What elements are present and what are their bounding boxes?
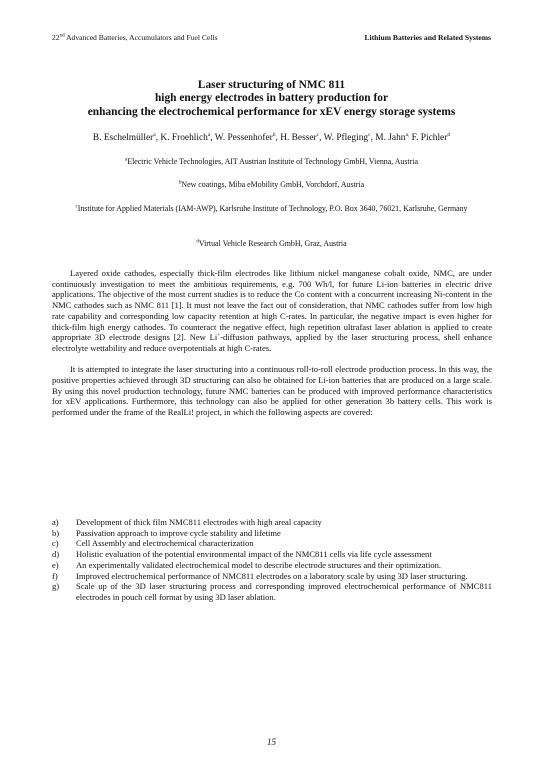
aspects-list (52, 517, 492, 603)
list-item (52, 517, 492, 528)
abstract-body (52, 268, 492, 429)
list-marker: a) (52, 517, 59, 527)
affiliation-c: $^c$Institute for Applied Materials (IAM-AWP), Karlsruhe Institute of Technology, P.O. Box 3640, 76021, Karlsruhe, Germany (75, 204, 468, 213)
paragraph-1: Layered oxide cathodes, especially thick-film electrodes like lithium nickel manganese cobalt oxide, NMC, are under continuously investigation to meet the ambitious requirements, e.g. 700 Wh/l, for future Li-ion batteries in electric drive applications. The objective of the most current studies is to reduce the Co content with a concurrent increasing Ni-content in the NMC cathodes such as NMC 811 [1]. It must not leave the fact out of consideration, that NMC cathodes suffer from low high rate capability and corresponding low capacity retention at high C-rates. In particular, the negative impact is even higher for thick-film high energy cathodes. To counteract the negative effect, high repetition ultrafast laser ablation is applied to create appropriate 3D electrode designs [2]. New Li+-diffusion pathways, applied by the laser structuring process, shell enhance electrolyte wettability and reduce overpotentials at high C-rates. (52, 268, 492, 353)
author: W. Pfleging$^c$, (323, 131, 376, 143)
paragraph-2: It is attempted to integrate the laser structuring into a continuous roll-to-roll electrode production process. In this way, the positive properties achieved through 3D structuring can also be obtained for Li-ion batteries that are produced on a large scale. By using this novel production technology, future NMC batteries can be produced with improved performance characteristics for xEV applications. Furthermore, this technology can also be applied for other generation 3b battery cells. This work is performed under the frame of the RealLi! project, in which the following aspects are covered: (52, 364, 492, 418)
list-text: Cell Assembly and electrochemical characterization (76, 538, 254, 549)
author: F. Pichler$^d$ (411, 131, 451, 143)
list-text: Improved electrochemical performance of NMC811 electrodes on a laboratory scale by using 3D laser structuring. (76, 570, 468, 581)
list-text: Scale up of the 3D laser structuring process and corresponding improved electrochemical performance of NMC811 electrodes in pouch cell format by using 3D laser ablation. (76, 581, 492, 602)
title-line-3: enhancing the electrochemical performance for xEV energy storage systems (87, 105, 456, 118)
title-line-1: Laser structuring of NMC 811 (197, 79, 346, 91)
list-text: Development of thick film NMC811 electrodes with high areal capacity (76, 517, 322, 527)
list-item (52, 549, 492, 560)
author-list (30, 132, 513, 144)
list-marker: g) (52, 581, 60, 592)
section-name: Lithium Batteries and Related Systems (364, 33, 491, 42)
list-text: An experimentally validated electrochemical model to describe electrode structures and their optimization. (76, 559, 441, 570)
list-item (52, 528, 492, 539)
list-marker: f) (52, 570, 58, 581)
list-item (52, 571, 492, 582)
list-item (52, 538, 492, 549)
list-marker: b) (52, 527, 60, 538)
list-text: Holistic evaluation of the potential environmental impact of the NMC811 cells via life cycle assessment (76, 549, 432, 560)
affiliation-d: $^d$Virtual Vehicle Research GmbH, Graz, Austria (196, 239, 347, 248)
author: K. Froehlich$^a$, (160, 131, 215, 143)
list-marker: c) (52, 538, 59, 549)
list-item (52, 560, 492, 571)
author: H. Besser$^c$, (280, 131, 324, 143)
paper-title (40, 79, 503, 119)
affiliation-a: $^a$Electric Vehicle Technologies, AIT Austrian Institute of Technology GmbH, Vienna, Austria (125, 157, 418, 166)
title-line-2: high energy electrodes in battery production for (154, 92, 389, 105)
conference-name: 22nd Advanced Batteries, Accumulators and Fuel Cells (52, 33, 218, 42)
list-text: Passivation approach to improve cycle stability and lifetime (76, 527, 281, 538)
running-header (52, 33, 491, 43)
list-item (52, 581, 492, 602)
page-number: 15 (267, 737, 276, 747)
list-marker: e) (52, 559, 59, 570)
list-marker: d) (52, 549, 60, 560)
author: W. Pessenhofer$^b$, (214, 131, 281, 143)
author: B. Eschelmüller$^a$, (92, 131, 161, 143)
affiliation-b: $^b$New coatings, Miba eMobility GmbH, Vorchdorf, Austria (178, 180, 365, 189)
author: M. Jahn$^{a,}$ (375, 131, 410, 143)
